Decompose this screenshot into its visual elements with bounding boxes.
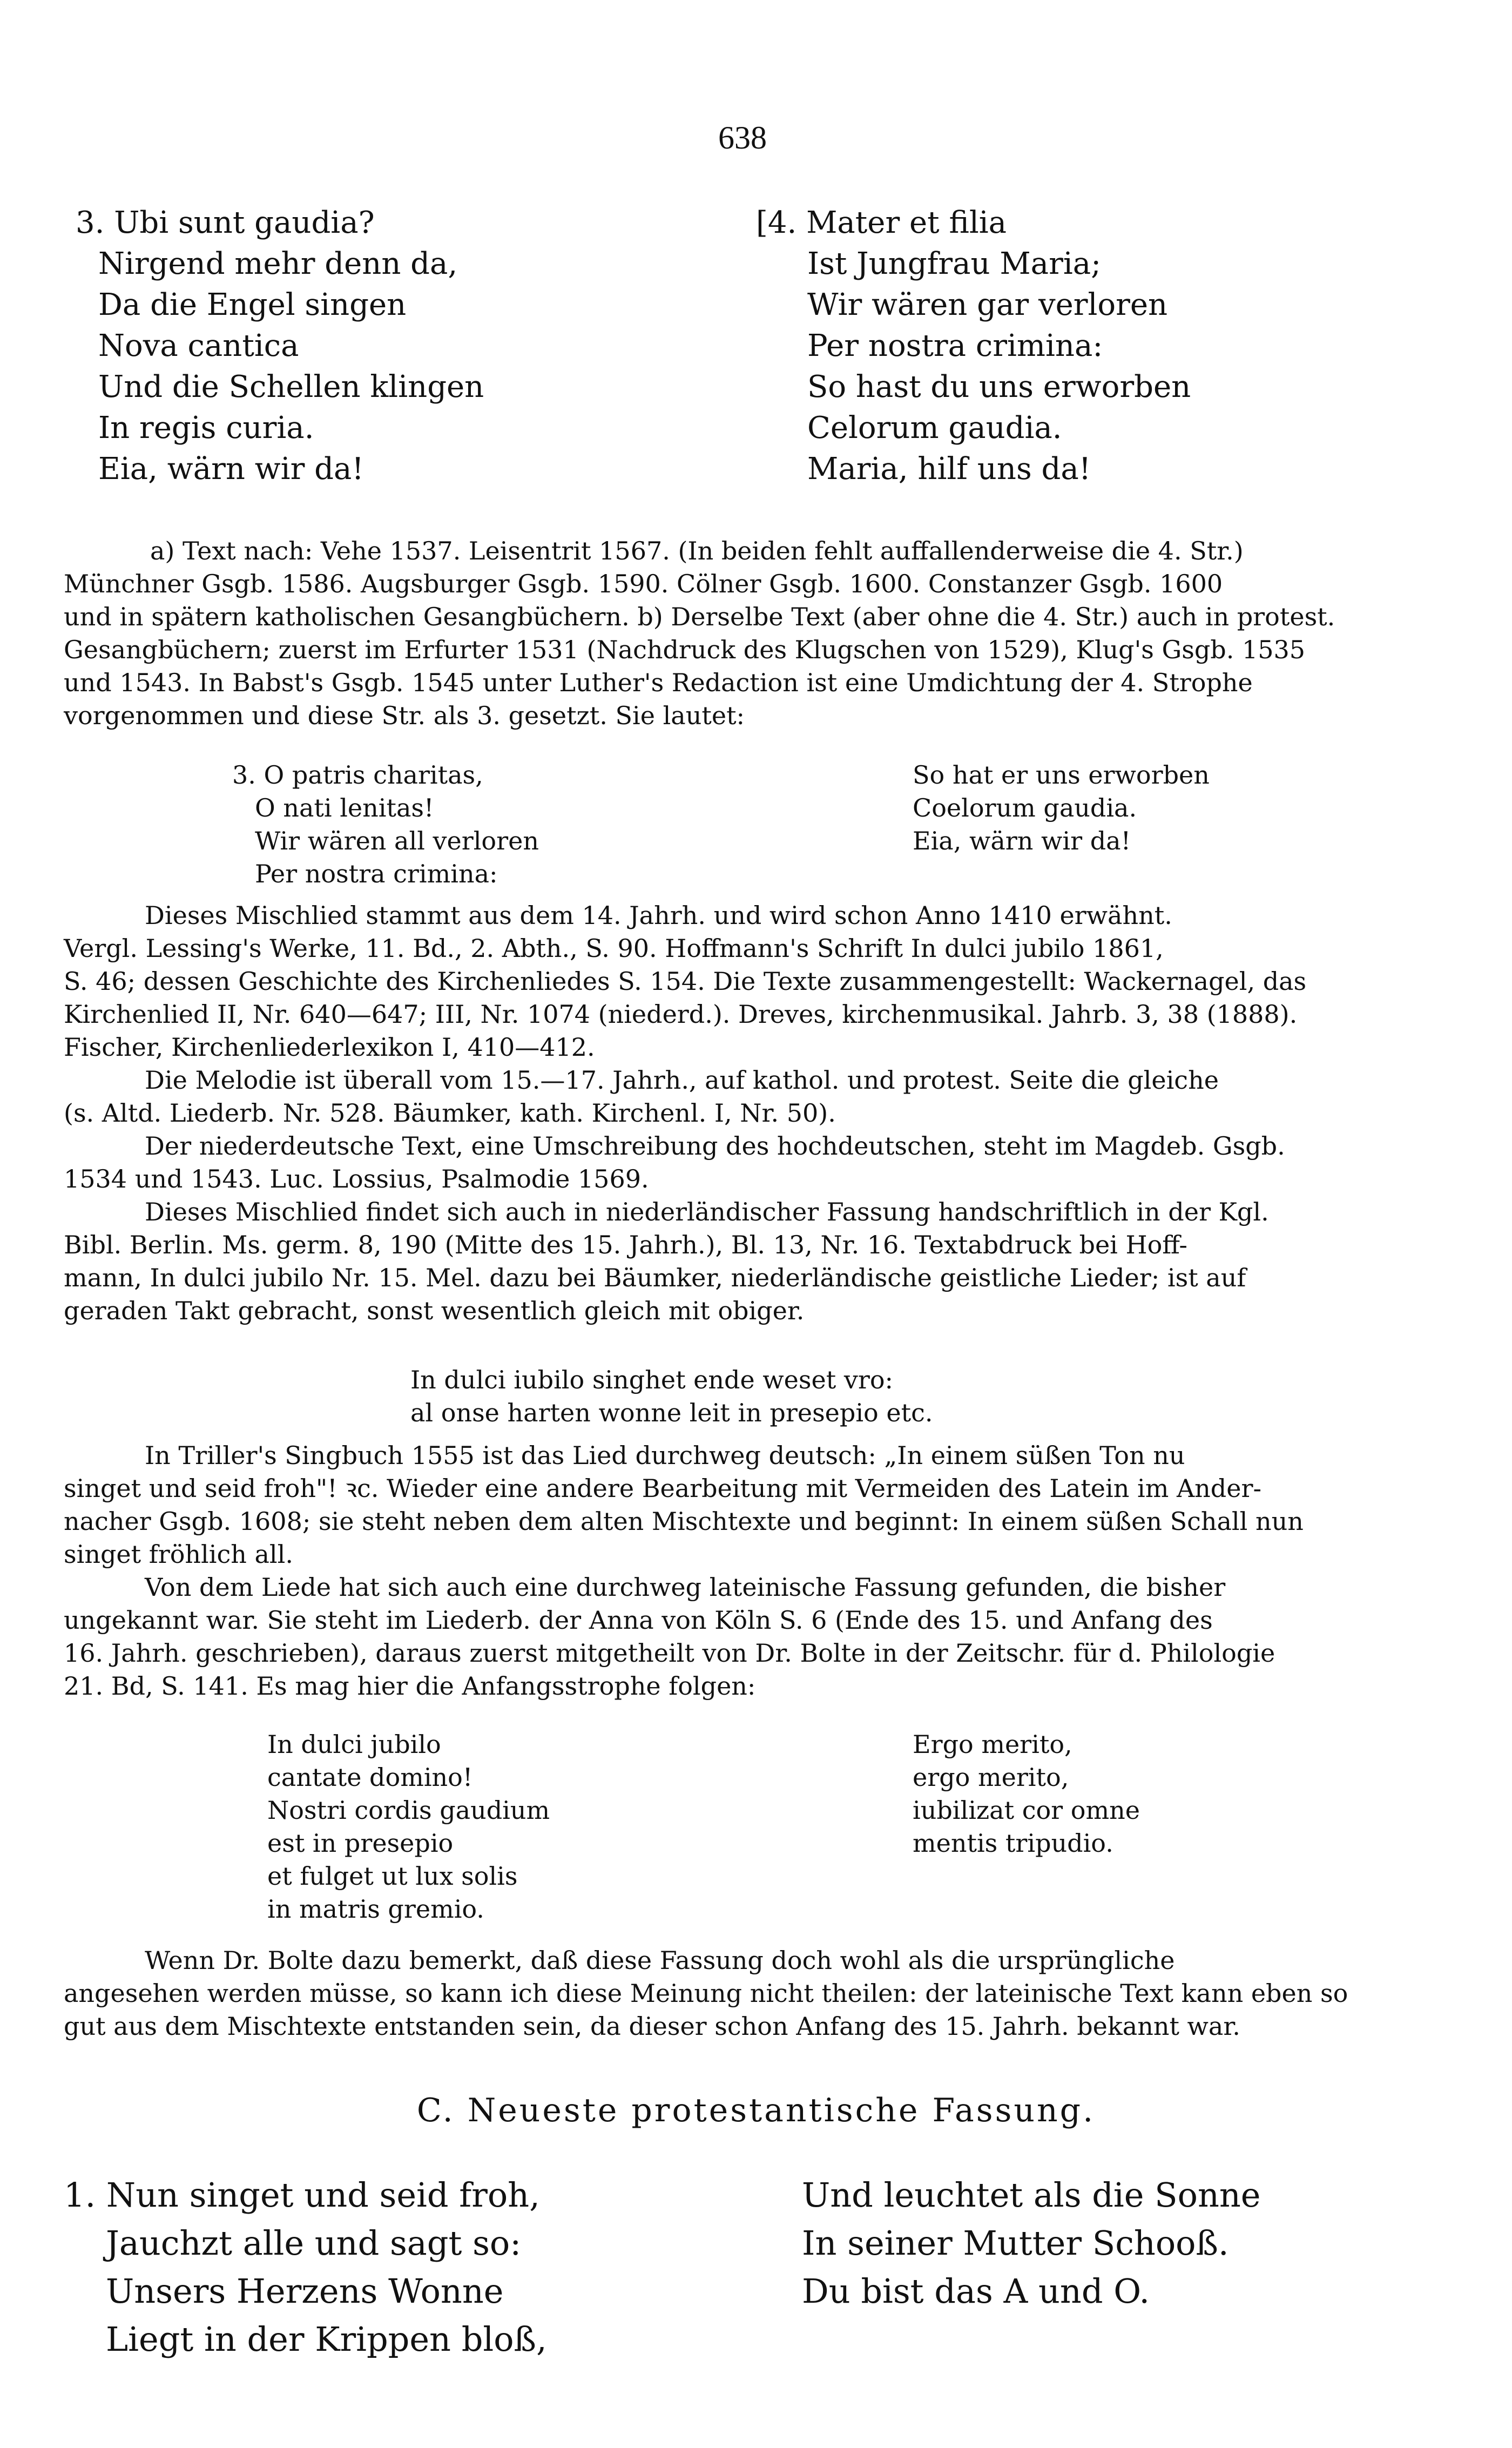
text-line: 1534 und 1543. Luc. Lossius, Psalmodie 1569.: [64, 1164, 649, 1193]
note-line: Münchner Gsgb. 1586. Augsburger Gsgb. 1590. Cölner Gsgb. 1600. Constanzer Gsgb. 1600: [64, 569, 1223, 598]
text-line: nacher Gsgb. 1608; sie steht neben dem alten Mischtexte und beginnt: In einem süßen Schall nun: [64, 1507, 1304, 1536]
text-line: Bibl. Berlin. Ms. germ. 8, 190 (Mitte des 15. Jahrh.), Bl. 13, Nr. 16. Textabdruck bei Hoff-: [64, 1230, 1187, 1259]
stanza-3: [76, 203, 484, 490]
note-line: Gesangbüchern; zuerst im Erfurter 1531 (Nachdruck des Klugschen von 1529), Klug's Gsgb. 1535: [64, 635, 1306, 664]
verse-line: 3. O patris charitas,: [232, 760, 483, 790]
verse-line: O nati lenitas!: [255, 793, 434, 822]
verse-line: Nirgend mehr denn da,: [98, 246, 458, 281]
latin-stanza-left: [267, 1728, 550, 1926]
verse-line: 1. Nun singet und seid froh,: [64, 2175, 540, 2215]
quote-line: al onse harten wonne leit in presepio etc.: [410, 1398, 933, 1427]
commentary-2: [64, 1439, 1462, 1703]
verse-line: Wir wären all verloren: [255, 826, 539, 855]
text-line: geraden Takt gebracht, sonst wesentlich gleich mit obiger.: [64, 1296, 805, 1325]
verse-line: Celorum gaudia.: [807, 410, 1062, 446]
text-line: ungekannt war. Sie steht im Liederb. der Anna von Köln S. 6 (Ende des 15. und Anfang des: [64, 1606, 1213, 1635]
text-line: Die Melodie ist überall vom 15.—17. Jahrh., auf kathol. und protest. Seite die gleiche: [145, 1065, 1219, 1095]
verse-line: Du bist das A und O.: [802, 2271, 1150, 2311]
text-line: mann, In dulci jubilo Nr. 15. Mel. dazu bei Bäumker, niederländische geistliche Lieder; ist auf: [64, 1263, 1246, 1292]
commentary: [64, 899, 1462, 1327]
commentary-3: [64, 1944, 1462, 2043]
note-line: und in spätern katholischen Gesangbüchern. b) Derselbe Text (aber ohne die 4. Str.) auch in protest.: [64, 602, 1335, 631]
text-note: [64, 535, 1462, 732]
paragraph: [64, 1064, 1462, 1130]
verse-line: Liegt in der Krippen bloß,: [106, 2319, 547, 2359]
paragraph: [64, 899, 1462, 1064]
verse-line: Eia, wärn wir da!: [98, 451, 364, 487]
verse-line: et fulget ut lux solis: [267, 1862, 518, 1891]
verse-line: So hast du uns erworben: [807, 369, 1191, 404]
verse-line: Und die Schellen klingen: [98, 369, 484, 404]
text-line: (s. Altd. Liederb. Nr. 528. Bäumker, kath. Kirchenl. I, Nr. 50).: [64, 1098, 836, 1128]
stanza-4: [756, 203, 1191, 490]
verse-line: In seiner Mutter Schooß.: [802, 2223, 1229, 2263]
note-line: und 1543. In Babst's Gsgb. 1545 unter Luther's Redaction ist eine Umdichtung der 4. Strophe: [64, 668, 1253, 697]
verse-line: Coelorum gaudia.: [913, 793, 1137, 822]
alt-stanza-right: [913, 759, 1210, 858]
note-line: vorgenommen und diese Str. als 3. gesetzt. Sie lautet:: [64, 701, 745, 730]
verse-line: In dulci jubilo: [267, 1730, 441, 1759]
latin-stanza-right: [913, 1728, 1140, 1860]
paragraph: [64, 1196, 1462, 1327]
text-line: Der niederdeutsche Text, eine Umschreibung des hochdeutschen, steht im Magdeb. Gsgb.: [145, 1131, 1285, 1161]
text-line: Wenn Dr. Bolte dazu bemerkt, daß diese Fassung doch wohl als die ursprüngliche: [145, 1946, 1175, 1975]
text-line: Fischer, Kirchenliederlexikon I, 410—412.: [64, 1033, 595, 1062]
verse-line: Ergo merito,: [913, 1730, 1072, 1759]
quote-line: In dulci iubilo singhet ende weset vro:: [410, 1365, 894, 1394]
final-stanza-right: [802, 2171, 1261, 2315]
note-line: a) Text nach: Vehe 1537. Leisentrit 1567. (In beiden fehlt auffallenderweise die 4. Str.): [150, 536, 1244, 565]
verse-line: mentis tripudio.: [913, 1829, 1113, 1858]
verse-line: So hat er uns erworben: [913, 760, 1210, 790]
text-line: Dieses Mischlied findet sich auch in niederländischer Fassung handschriftlich in der Kgl.: [145, 1197, 1269, 1226]
verse-line: Jauchzt alle und sagt so:: [106, 2223, 522, 2263]
paragraph: [64, 1571, 1462, 1703]
verse-line: In regis curia.: [98, 410, 314, 446]
verse-line: Per nostra crimina:: [807, 328, 1103, 363]
verse-line: Ist Jungfrau Maria;: [807, 246, 1102, 281]
text-line: Kirchenlied II, Nr. 640—647; III, Nr. 1074 (niederd.). Dreves, kirchenmusikal. Jahrb. 3, 38 (1888).: [64, 1000, 1298, 1029]
verse-line: Und leuchtet als die Sonne: [802, 2175, 1261, 2215]
text-line: Dieses Mischlied stammt aus dem 14. Jahrh. und wird schon Anno 1410 erwähnt.: [145, 901, 1172, 930]
verse-line: Da die Engel singen: [98, 287, 407, 322]
verse-line: est in presepio: [267, 1829, 454, 1858]
text-line: Von dem Liede hat sich auch eine durchweg lateinische Fassung gefunden, die bisher: [145, 1573, 1226, 1602]
text-line: S. 46; dessen Geschichte des Kirchenliedes S. 154. Die Texte zusammengestellt: Wackernagel, das: [64, 967, 1307, 996]
verse-line: Unsers Herzens Wonne: [106, 2271, 504, 2311]
text-line: 16. Jahrh. geschrieben), daraus zuerst mitgetheilt von Dr. Bolte in der Zeitschr. für d. Philologie: [64, 1638, 1275, 1668]
final-stanza-left: [64, 2171, 547, 2363]
verse-line: [4. Mater et filia: [756, 205, 1007, 240]
verse-line: Eia, wärn wir da!: [913, 826, 1131, 855]
text-line: gut aus dem Mischtexte entstanden sein, da dieser schon Anfang des 15. Jahrh. bekannt war.: [64, 2012, 1240, 2041]
paragraph: [64, 1439, 1462, 1571]
text-line: singet und seid froh"! ꝛc. Wieder eine andere Bearbeitung mit Vermeiden des Latein im Ander-: [64, 1474, 1261, 1503]
verse-line: cantate domino!: [267, 1763, 473, 1792]
verse-line: in matris gremio.: [267, 1894, 484, 1924]
verse-line: Wir wären gar verloren: [807, 287, 1168, 322]
dutch-quote: [410, 1364, 933, 1429]
text-line: angesehen werden müsse, so kann ich diese Meinung nicht theilen: der lateinische Text kann eben so: [64, 1979, 1348, 2008]
page-number: 638: [718, 120, 767, 156]
verse-line: Nostri cordis gaudium: [267, 1796, 550, 1825]
alt-stanza-left: [232, 759, 539, 891]
verse-line: Maria, hilf uns da!: [807, 451, 1091, 487]
verse-line: Nova cantica: [98, 328, 299, 363]
paragraph: [64, 1130, 1462, 1196]
text-line: singet fröhlich all.: [64, 1540, 293, 1569]
verse-line: ergo merito,: [913, 1763, 1069, 1792]
text-line: 21. Bd, S. 141. Es mag hier die Anfangsstrophe folgen:: [64, 1671, 756, 1701]
verse-line: 3. Ubi sunt gaudia?: [76, 205, 375, 240]
verse-line: Per nostra crimina:: [255, 859, 498, 888]
section-heading: C. Neueste protestantische Fassung.: [416, 2092, 1096, 2129]
verse-line: iubilizat cor omne: [913, 1796, 1140, 1825]
text-line: Vergl. Lessing's Werke, 11. Bd., 2. Abth., S. 90. Hoffmann's Schrift In dulci jubilo 1861,: [64, 934, 1164, 963]
text-line: In Triller's Singbuch 1555 ist das Lied durchweg deutsch: „In einem süßen Ton nu: [145, 1441, 1185, 1470]
